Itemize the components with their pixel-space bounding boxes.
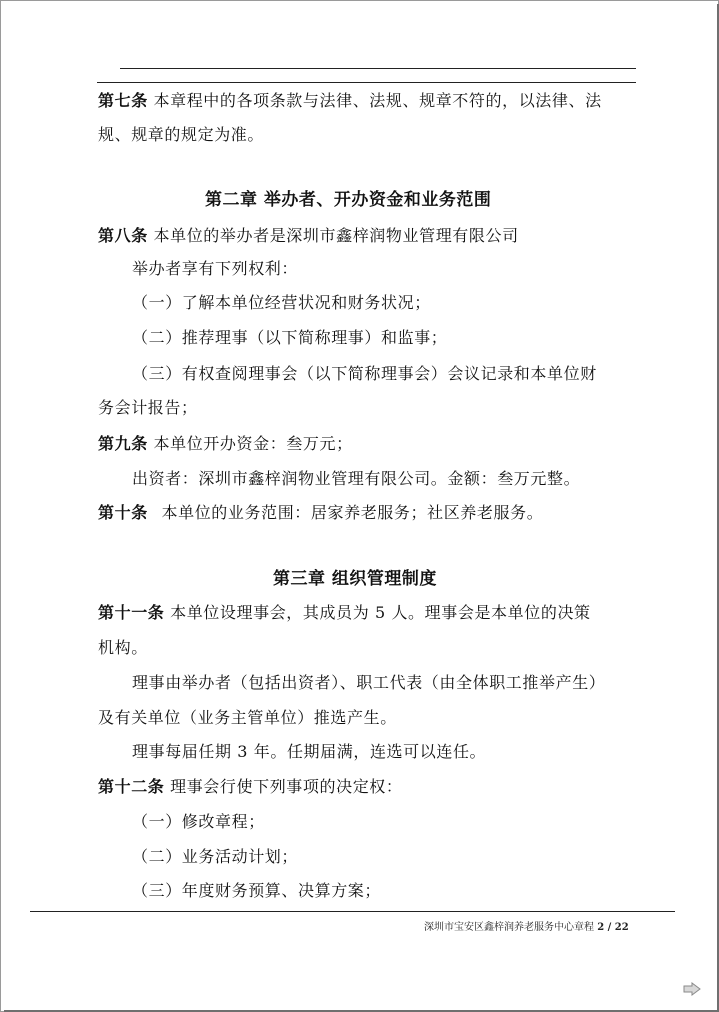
article11-text-line1: 本单位设理事会，其成员为 5 人。理事会是本单位的决策: [170, 603, 591, 622]
article11-para2-line2: 及有关单位（业务主管单位）推选产生。: [98, 708, 397, 727]
article12-item2: （二）业务活动计划；: [132, 847, 299, 866]
footer-doc-title: 深圳市宝安区鑫梓润养老服务中心章程: [424, 922, 594, 933]
footer: [424, 922, 629, 934]
article8-item3-line1: （三）有权查阅理事会（以下简称理事会）会议记录和本单位财: [132, 364, 597, 383]
article12-text: 理事会行使下列事项的决定权：: [170, 777, 403, 796]
footer-page-number: 2 / 22: [597, 922, 629, 933]
article9-label: 第九条: [98, 434, 148, 453]
article11-text-line2: 机构。: [98, 638, 148, 657]
arrow-right-icon[interactable]: [683, 982, 701, 996]
article7-label: 第七条: [98, 91, 148, 110]
article8-item3-line2: 务会计报告；: [98, 398, 198, 417]
article7-text-line2: 规、规章的规定为准。: [98, 125, 265, 144]
header-rule-bottom: [97, 82, 636, 83]
footer-rule: [30, 911, 675, 912]
article12-item3: （三）年度财务预算、决算方案；: [132, 881, 382, 900]
article9-text: 本单位开办资金：叁万元；: [153, 434, 353, 453]
article12-label: 第十二条: [98, 777, 165, 796]
article12-item1: （一）修改章程；: [132, 812, 265, 831]
article8-item2: （二）推荐理事（以下简称理事）和监事；: [132, 328, 448, 347]
article8-item1: （一）了解本单位经营状况和财务状况；: [132, 293, 431, 312]
chapter3-title: 第三章 组织管理制度: [273, 569, 437, 589]
article10-text: 本单位的业务范围：居家养老服务；社区养老服务。: [161, 503, 544, 522]
article8-line1: [98, 226, 519, 246]
article10-label: 第十条: [98, 503, 148, 522]
article9-investor: 出资者：深圳市鑫梓润物业管理有限公司。金额：叁万元整。: [132, 469, 581, 488]
article11-para2-line1: 理事由举办者（包括出资者）、职工代表（由全体职工推举产生）: [132, 673, 606, 692]
article9-line1: [98, 434, 353, 454]
article11-line1: [98, 603, 591, 623]
header-rule-top: [120, 68, 636, 69]
article8-text: 本单位的举办者是深圳市鑫梓润物业管理有限公司: [153, 226, 519, 245]
article8-label: 第八条: [98, 226, 148, 245]
article11-label: 第十一条: [98, 603, 165, 622]
article7-line2: [98, 125, 264, 145]
chapter2-title: 第二章 举办者、开办资金和业务范围: [205, 190, 492, 210]
article12-line1: [98, 777, 403, 797]
article8-rights-intro: 举办者享有下列权利：: [132, 259, 299, 278]
article11-para3: 理事每届任期 3 年。任期届满，连选可以连任。: [132, 742, 487, 761]
article7-text-line1: 本章程中的各项条款与法律、法规、规章不符的，以法律、法: [153, 91, 602, 110]
article10-line1: [98, 503, 543, 523]
article7-line1: [98, 91, 602, 111]
